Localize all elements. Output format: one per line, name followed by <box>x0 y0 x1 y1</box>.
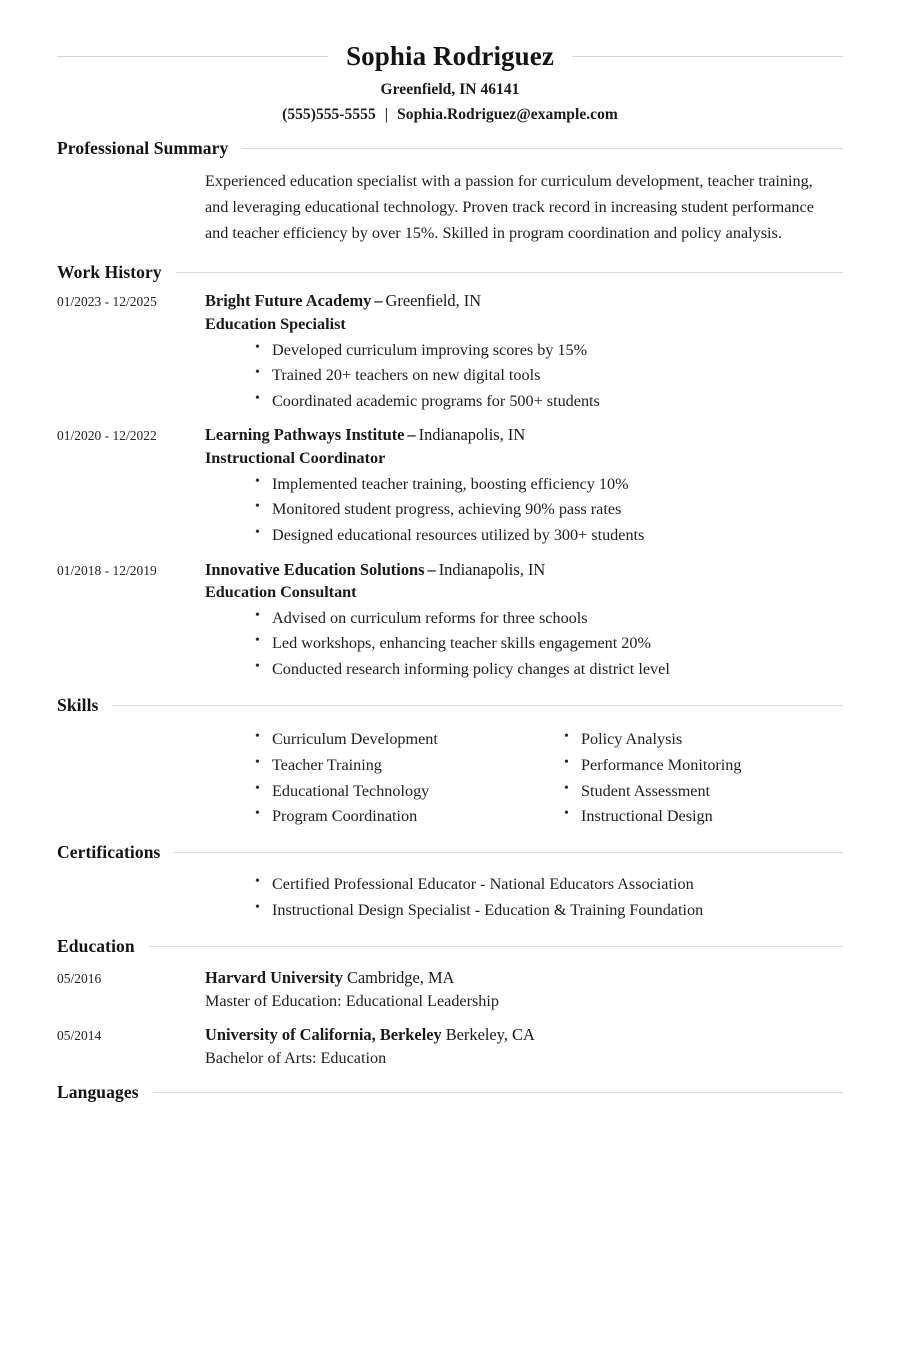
certifications-body <box>57 872 843 924</box>
section-header <box>57 842 843 863</box>
section-header <box>57 1082 843 1103</box>
list-item: • Certified Professional Educator - National Educators Association <box>255 872 843 898</box>
section-rule <box>153 1092 843 1093</box>
education-list <box>57 967 843 1070</box>
work-entry-organization: Learning Pathways Institute <box>205 425 405 445</box>
list-item: • Curriculum Development <box>255 727 524 753</box>
education-entry-location: Berkeley, CA <box>445 1024 535 1044</box>
candidate-location: Greenfield, IN 46141 <box>380 80 520 98</box>
work-entry-dash: – <box>427 559 436 579</box>
section-certifications <box>0 842 900 924</box>
section-rule <box>242 148 843 149</box>
section-title-skills: Skills <box>57 694 99 715</box>
list-item: • Designed educational resources utilized by 300+ students <box>255 523 843 549</box>
education-entry <box>57 967 843 1013</box>
education-entry-location: Cambridge, MA <box>346 968 455 988</box>
summary-body <box>57 168 843 247</box>
education-entry-degree: Bachelor of Arts: Education <box>205 1048 387 1067</box>
education-entry-body <box>205 1024 843 1070</box>
work-entry-dates: 01/2023 - 12/2025 <box>57 294 157 310</box>
education-entry-body <box>205 967 843 1013</box>
list-item: • Instructional Design <box>564 804 843 830</box>
list-item: • Program Coordination <box>255 804 524 830</box>
work-entry-bullets <box>205 606 843 683</box>
section-work-history <box>0 262 900 682</box>
section-professional-summary <box>0 138 900 247</box>
education-entry-date: 05/2014 <box>57 1027 102 1043</box>
certifications-list <box>205 872 843 924</box>
list-item: • Performance Monitoring <box>564 753 843 779</box>
work-entry-location: Indianapolis, IN <box>438 559 546 579</box>
section-rule <box>112 705 843 706</box>
list-item: • Led workshops, enhancing teacher skills engagement 20% <box>255 631 843 657</box>
work-entry-body <box>205 559 843 683</box>
work-entry-dash: – <box>407 425 416 445</box>
work-entry-location: Indianapolis, IN <box>418 425 526 445</box>
section-skills <box>0 695 900 831</box>
contact-row <box>0 106 900 124</box>
section-rule <box>174 852 843 853</box>
list-item: • Teacher Training <box>255 753 524 779</box>
work-entry-body <box>205 424 843 548</box>
section-title-professional-summary: Professional Summary <box>57 137 229 158</box>
work-entry <box>57 290 843 414</box>
section-title-education: Education <box>57 936 135 957</box>
list-item: • Coordinated academic programs for 500+ students <box>255 389 843 415</box>
section-rule <box>176 272 843 273</box>
work-entry-org-line <box>205 424 843 447</box>
education-entry <box>57 1024 843 1070</box>
work-entry-title: Education Consultant <box>205 583 357 602</box>
skills-list-right <box>524 727 843 831</box>
work-entry-org-line <box>205 290 843 313</box>
list-item: • Advised on curriculum reforms for three schools <box>255 606 843 632</box>
list-item: • Implemented teacher training, boosting efficiency 10% <box>255 472 843 498</box>
list-item: • Trained 20+ teachers on new digital tools <box>255 363 843 389</box>
work-entry-dates: 01/2020 - 12/2022 <box>57 428 157 444</box>
education-entry-school: University of California, Berkeley <box>205 1024 442 1044</box>
skills-column-right <box>524 725 843 831</box>
section-title-work-history: Work History <box>57 262 162 283</box>
section-header <box>57 695 843 716</box>
name-row <box>0 42 900 72</box>
header-rule-left <box>57 56 328 57</box>
education-entry-degree: Master of Education: Educational Leadership <box>205 992 499 1011</box>
candidate-name: Sophia Rodriguez <box>346 41 554 71</box>
work-entry-organization: Bright Future Academy <box>205 291 372 311</box>
section-rule <box>149 946 843 947</box>
section-header <box>57 138 843 159</box>
skills-body <box>57 725 843 831</box>
section-header <box>57 936 843 957</box>
section-title-languages: Languages <box>57 1082 139 1103</box>
list-item: • Conducted research informing policy changes at district level <box>255 657 843 683</box>
work-history-list <box>57 290 843 682</box>
candidate-phone: (555)555-5555 <box>282 105 376 123</box>
list-item: • Monitored student progress, achieving 90% pass rates <box>255 497 843 523</box>
education-entry-school-line <box>205 967 843 990</box>
section-header <box>57 262 843 283</box>
work-entry-org-line <box>205 559 843 582</box>
candidate-email: Sophia.Rodriguez@example.com <box>397 105 618 123</box>
work-entry-body <box>205 290 843 414</box>
work-entry <box>57 559 843 683</box>
education-entry-date: 05/2016 <box>57 971 102 987</box>
section-education <box>0 936 900 1070</box>
resume-header <box>0 0 900 124</box>
work-entry-organization: Innovative Education Solutions <box>205 559 425 579</box>
work-entry-title: Instructional Coordinator <box>205 449 386 468</box>
section-title-certifications: Certifications <box>57 842 161 863</box>
education-entry-school: Harvard University <box>205 968 343 988</box>
summary-text: Experienced education specialist with a passion for curriculum development, teacher training, and leveraging educational technology. Proven track record in increasing student performance and teacher efficiency by over 15%. Skilled in program coordination and policy analysis. <box>205 171 814 243</box>
work-entry-dates: 01/2018 - 12/2019 <box>57 562 157 578</box>
work-entry-location: Greenfield, IN <box>385 291 482 311</box>
contact-separator: | <box>384 105 389 123</box>
work-entry <box>57 424 843 548</box>
work-entry-bullets <box>205 338 843 415</box>
list-item: • Instructional Design Specialist - Education & Training Foundation <box>255 898 843 924</box>
work-entry-title: Education Specialist <box>205 315 346 334</box>
work-entry-bullets <box>205 472 843 549</box>
section-languages <box>0 1082 900 1103</box>
skills-list-left <box>205 727 524 831</box>
list-item: • Student Assessment <box>564 779 843 805</box>
list-item: • Developed curriculum improving scores by 15% <box>255 338 843 364</box>
list-item: • Educational Technology <box>255 779 524 805</box>
skills-column-left <box>205 725 524 831</box>
work-entry-dash: – <box>374 291 383 311</box>
list-item: • Policy Analysis <box>564 727 843 753</box>
education-entry-school-line <box>205 1024 843 1047</box>
header-rule-right <box>572 56 843 57</box>
